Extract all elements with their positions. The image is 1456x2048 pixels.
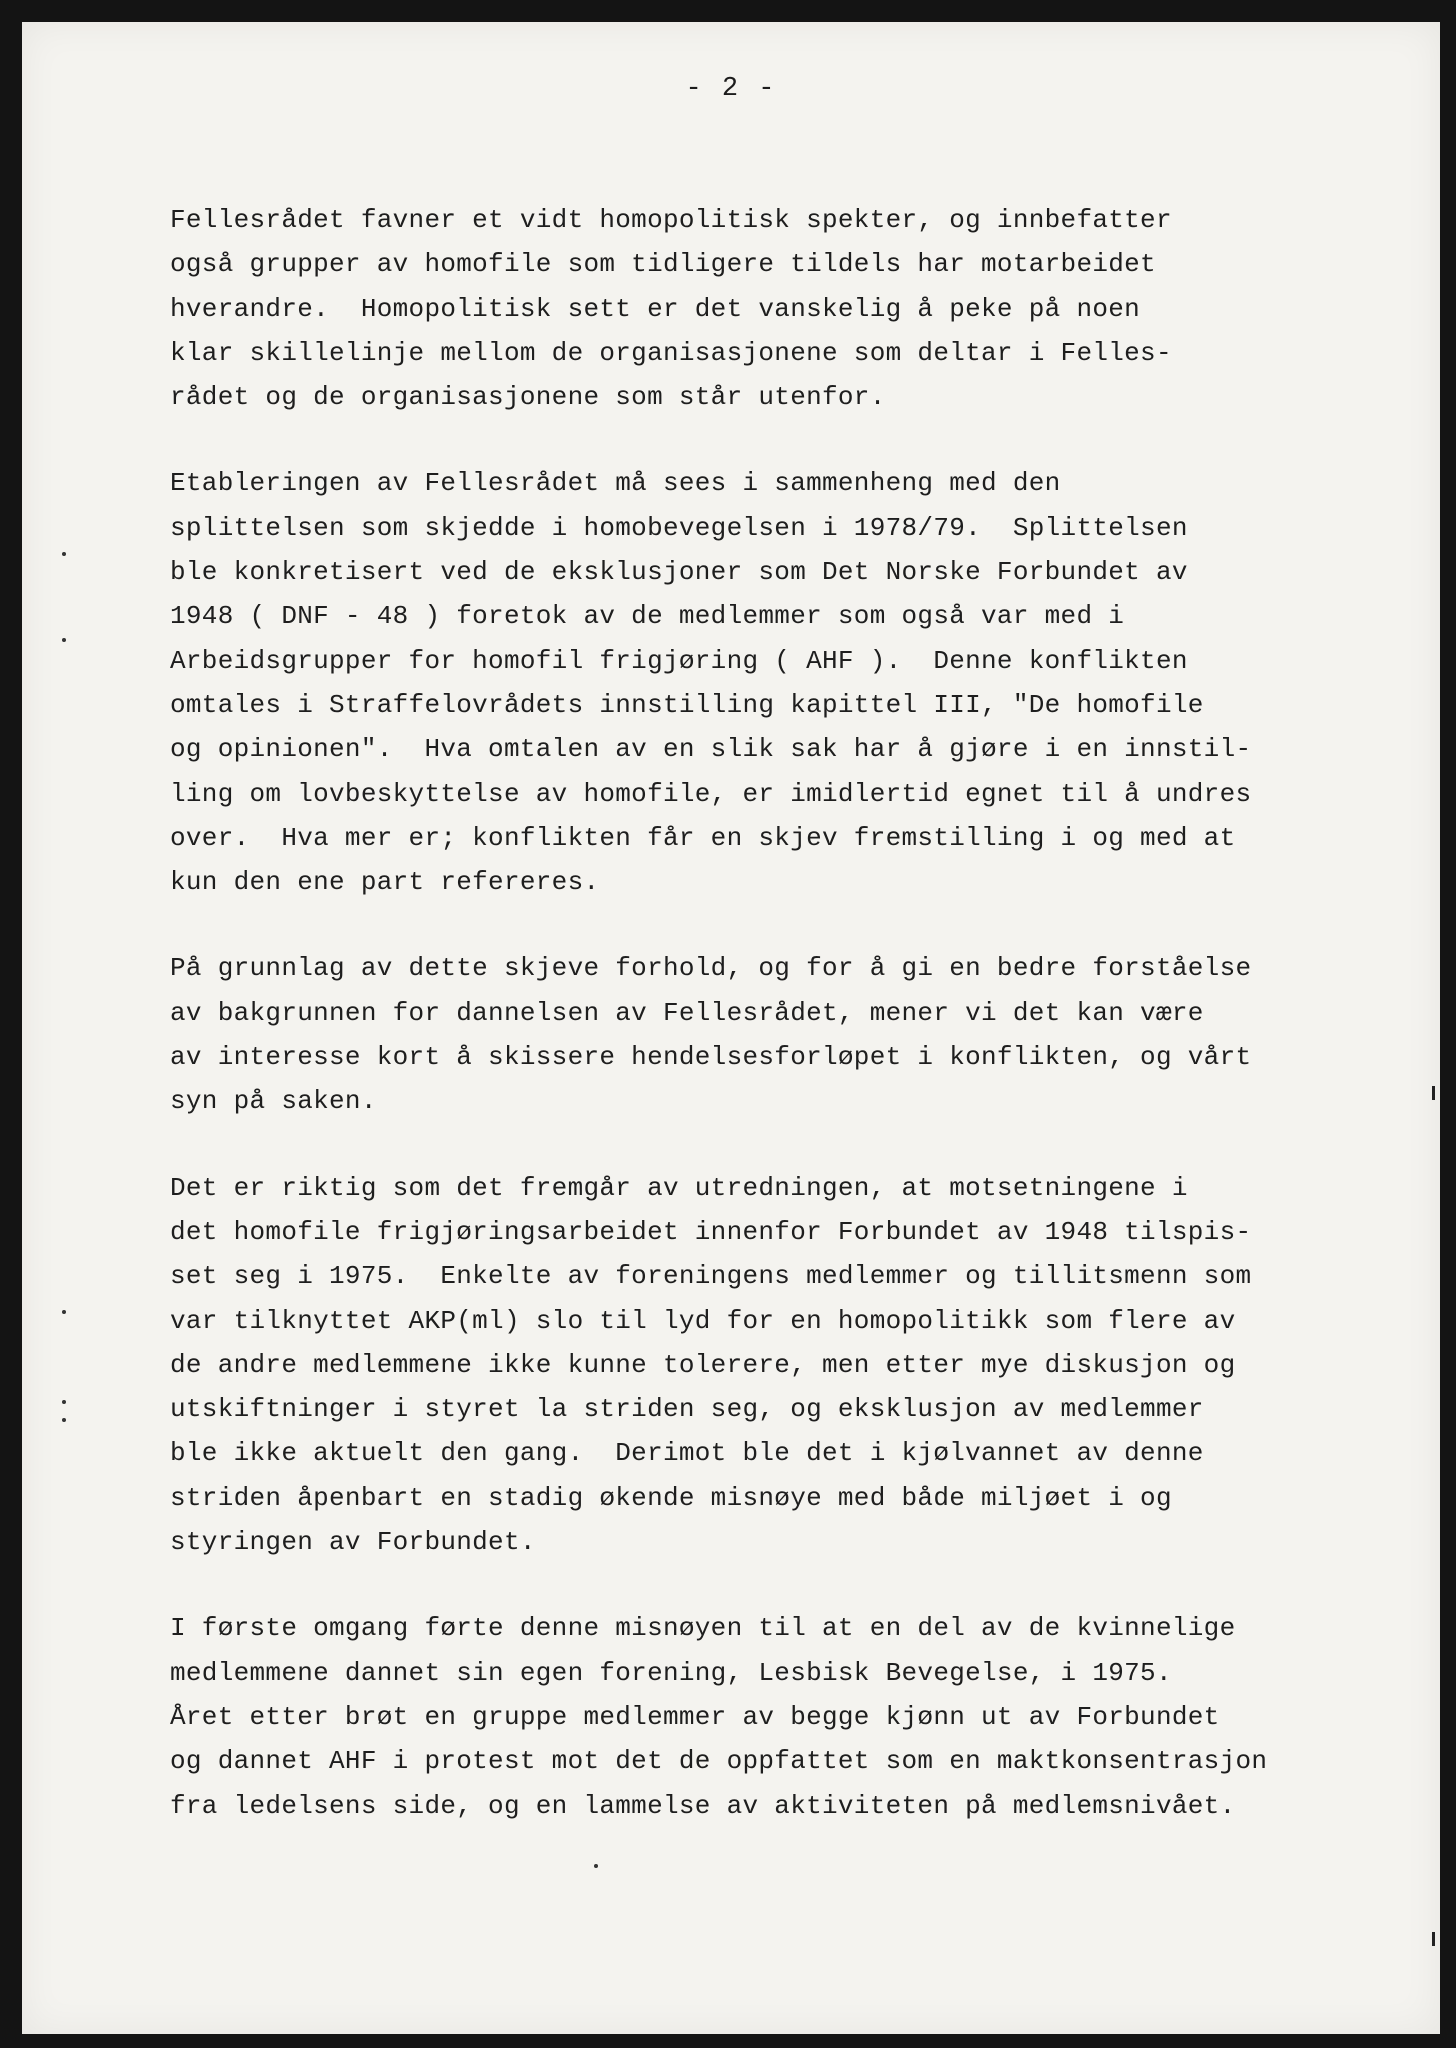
text-line: splittelsen som skjedde i homobevegelsen i 1978/79. Splittelsen [170,512,1188,543]
margin-speck [62,1400,66,1404]
document-page [22,22,1440,2034]
text-line: ble ikke aktuelt den gang. Derimot ble det i kjølvannet av denne [170,1438,1204,1469]
paragraph-4 [170,1166,1400,1565]
text-line: kun den ene part refereres. [170,867,600,898]
edge-mark [1432,1086,1435,1100]
text-line: var tilknyttet AKP(ml) slo til lyd for en homopolitikk som flere av [170,1305,1236,1336]
text-line: Etableringen av Fellesrådet må sees i sammenheng med den [170,468,1061,499]
paragraph-2 [170,461,1400,904]
text-line: og dannet AHF i protest mot det de oppfattet som en maktkonsentrasjon [170,1746,1268,1777]
text-line: Arbeidsgrupper for homofil frigjøring ( AHF ). Denne konflikten [170,645,1188,676]
text-line: medlemmene dannet sin egen forening, Lesbisk Bevegelse, i 1975. [170,1657,1172,1688]
text-line: syn på saken. [170,1086,377,1117]
margin-speck [62,638,66,642]
text-line: og opinionen". Hva omtalen av en slik sak har å gjøre i en innstil- [170,734,1252,765]
text-line: 1948 ( DNF - 48 ) foretok av de medlemmer som også var med i [170,601,1125,632]
margin-speck [62,1310,66,1314]
text-line: Det er riktig som det fremgår av utredningen, at motsetningene i [170,1172,1188,1203]
text-line: av interesse kort å skissere hendelsesforløpet i konflikten, og vårt [170,1042,1252,1073]
margin-speck [594,1864,598,1868]
paragraph-1 [170,198,1400,419]
text-line: utskiftninger i styret la striden seg, og eksklusjon av medlemmer [170,1394,1204,1425]
text-line: fra ledelsens side, og en lammelse av aktiviteten på medlemsnivået. [170,1790,1236,1821]
text-line: Fellesrådet favner et vidt homopolitisk spekter, og innbefatter [170,205,1172,235]
text-line: over. Hva mer er; konflikten får en skjev fremstilling i og med at [170,822,1236,853]
text-line: hverandre. Homopolitisk sett er det vanskelig å peke på noen [170,293,1141,324]
text-line: de andre medlemmene ikke kunne tolerere, men etter mye diskusjon og [170,1349,1236,1380]
edge-mark [1432,1932,1435,1946]
text-line: av bakgrunnen for dannelsen av Fellesrådet, mener vi det kan være [170,997,1204,1028]
text-line: klar skillelinje mellom de organisasjonene som deltar i Felles- [170,337,1172,368]
paragraph-3 [170,946,1400,1123]
text-line: ling om lovbeskyttelse av homofile, er imidlertid egnet til å undres [170,778,1252,809]
page-number: - 2 - [685,74,777,104]
body-text [170,198,1400,1870]
text-line: styringen av Forbundet. [170,1527,536,1558]
text-line: også grupper av homofile som tidligere tildels har motarbeidet [170,249,1156,280]
paragraph-5 [170,1606,1400,1827]
text-line: det homofile frigjøringsarbeidet innenfor Forbundet av 1948 tilspis- [170,1216,1252,1247]
text-line: set seg i 1975. Enkelte av foreningens medlemmer og tillitsmenn som [170,1261,1252,1292]
text-line: I første omgang førte denne misnøyen til at en del av de kvinnelige [170,1613,1236,1644]
text-line: striden åpenbart en stadig økende misnøye med både miljøet i og [170,1482,1172,1513]
text-line: rådet og de organisasjonene som står utenfor. [170,382,886,413]
text-line: ble konkretisert ved de eksklusjoner som Det Norske Forbundet av [170,557,1188,588]
text-line: omtales i Straffelovrådets innstilling kapittel III, "De homofile [170,689,1204,720]
margin-speck [62,1418,66,1422]
margin-speck [62,552,66,556]
text-line: Året etter brøt en gruppe medlemmer av begge kjønn ut av Forbundet [170,1701,1220,1732]
text-line: På grunnlag av dette skjeve forhold, og for å gi en bedre forståelse [170,953,1252,984]
